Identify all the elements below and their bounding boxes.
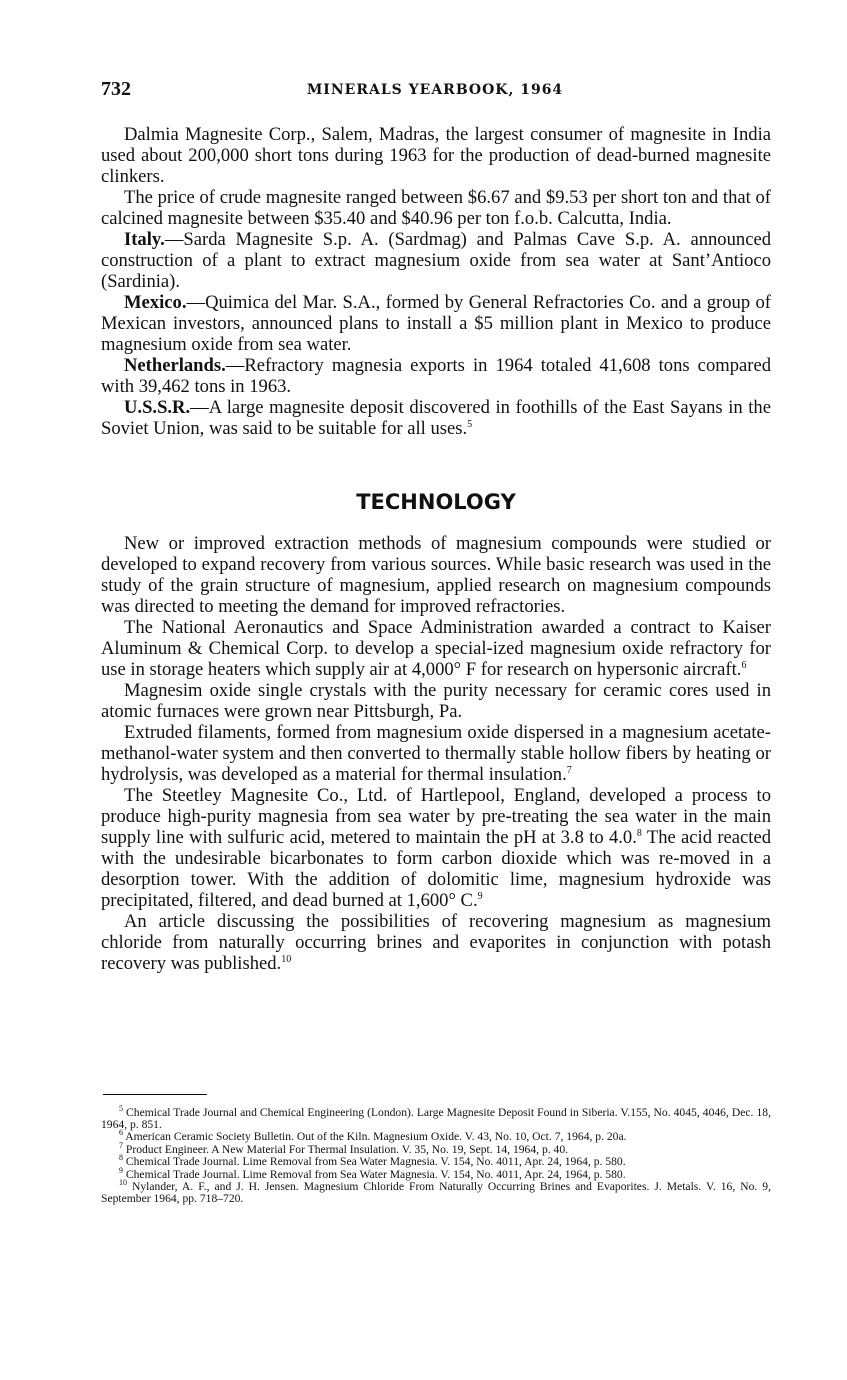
page-number: 732 [101,78,131,100]
section-heading: TECHNOLOGY [356,490,516,514]
footnote-ref: 7 [566,764,572,776]
footnote-ref: 10 [281,953,292,965]
footnote-ref: 5 [467,418,473,430]
footnote: $^5$ Chemical Trade Journal and Chemical Engineering (London). Large Magnesite Deposit Found in Siberia. V.155, No. 4045, 4046, Dec. 18, 1964, p. 851. [101,1104,771,1131]
paragraph-ussr: U.S.S.R.—A large magnesite deposit discovered in foothills of the East Sayans in the Soviet Union, was said to be suitable for all uses.$^5$ [101,397,771,439]
paragraph: Extruded filaments, formed from magnesium oxide dispersed in a magnesium acetate-methanol-water system and then converted to thermally stable hollow fibers by heating or hydrolysis, was developed as a material for thermal insulation.$^7$ [101,722,771,785]
country-lead: Italy. [124,229,165,250]
paragraph-mexico: Mexico.—Quimica del Mar. S.A., formed by General Refractories Co. and a group of Mexican investors, announced plans to install a $5 million plant in Mexico to produce magnesium oxide from sea water. [101,292,771,355]
footnote-ref: 6 [741,659,747,671]
paragraph-italy: Italy.—Sarda Magnesite S.p. A. (Sardmag) and Palmas Cave S.p. A. announced construction of a plant to extract magnesium oxide from sea water at Sant’Antioco (Sardinia). [101,229,771,292]
paragraph: The Steetley Magnesite Co., Ltd. of Hartlepool, England, developed a process to produce high-purity magnesia from sea water by pre-treating the sea water in the main supply line with sulfuric acid, metered to maintain the pH at 3.8 to 4.0.$^8$ The acid reacted with the undesirable bicarbonates to form carbon dioxide which was re-moved in a desorption tower. With the addition of dolomitic lime, magnesium hydroxide was precipitated, filtered, and dead burned at 1,600° C.$^9$ [101,785,771,911]
footnote: $^{10}$ Nylander, A. F., and J. H. Jensen. Magnesium Chloride From Naturally Occurring Brines and Evaporites. J. Metals. V. 16, No. 9, September 1964, pp. 718–720. [101,1178,771,1205]
country-lead: Netherlands. [124,355,226,376]
footnote: $^7$ Product Engineer. A New Material For Thermal Insulation. V. 35, No. 19, Sept. 14, 1964, p. 40. [119,1140,569,1156]
country-lead: U.S.S.R. [124,397,191,418]
running-head: MINERALS YEARBOOK, 1964 [306,82,564,98]
footnote: $^6$ American Ceramic Society Bulletin. Out of the Kiln. Magnesium Oxide. V. 43, No. 10, Oct. 7, 1964, p. 20a. [119,1128,627,1143]
technology-section [101,533,771,974]
paragraph: New or improved extraction methods of magnesium compounds were studied or developed to expand recovery from various sources. While basic research was used in the study of the grain structure of magnesium, applied research on magnesium compounds was directed to meeting the demand for improved refractories. [101,533,771,617]
paragraph: The price of crude magnesite ranged between $6.67 and $9.53 per short ton and that of calcined magnesite between $35.40 and $40.96 per ton f.o.b. Calcutta, India. [101,187,771,229]
footnote-divider [103,1094,207,1095]
footnote-ref: 8 [636,827,642,839]
country-lead: Mexico. [124,292,187,313]
paragraph: Dalmia Magnesite Corp., Salem, Madras, the largest consumer of magnesite in India used about 200,000 short tons during 1963 for the production of dead-burned magnesite clinkers. [101,124,771,187]
footnote: $^8$ Chemical Trade Journal. Lime Removal from Sea Water Magnesia. V. 154, No. 4011, Apr. 24, 1964, p. 580. [119,1153,626,1168]
page-header [101,78,769,108]
intro-section [101,124,771,439]
footnote-ref: 9 [477,890,483,902]
footnote: $^9$ Chemical Trade Journal. Lime Removal from Sea Water Magnesia. V. 154, No. 4011, Apr. 24, 1964, p. 580. [119,1165,626,1181]
paragraph: Magnesim oxide single crystals with the purity necessary for ceramic cores used in atomic furnaces were grown near Pittsburgh, Pa. [101,680,771,722]
paragraph: An article discussing the possibilities of recovering magnesium as magnesium chloride from naturally occurring brines and evaporites in conjunction with potash recovery was published.$^{10}$ [101,911,771,974]
paragraph: The National Aeronautics and Space Administration awarded a contract to Kaiser Aluminum & Chemical Corp. to develop a special-ized magnesium oxide refractory for use in storage heaters which supply air at 4,000° F for research on hypersonic aircraft.$^6$ [101,617,771,680]
footnotes [101,1104,771,1205]
paragraph-netherlands: Netherlands.—Refractory magnesia exports in 1964 totaled 41,608 tons compared with 39,462 tons in 1963. [101,355,771,397]
